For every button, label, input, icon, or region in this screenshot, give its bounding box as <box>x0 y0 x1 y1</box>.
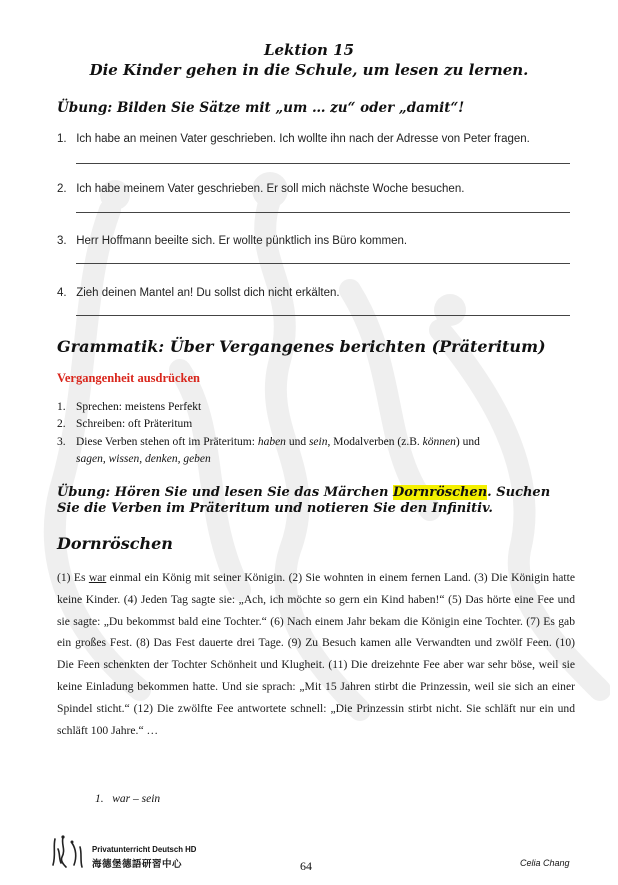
item-text: Sprechen: meistens Perfekt <box>76 401 202 413</box>
answer-line[interactable] <box>76 212 570 213</box>
grammar-list-item <box>57 434 567 451</box>
page-number: 64 <box>300 859 312 873</box>
instruction-text: . Suchen Sie die Verben im Präteritum und notieren Sie den Infinitiv. <box>57 485 551 516</box>
grammar-subtitle: Vergangenheit ausdrücken <box>57 371 200 385</box>
item-number: 1. <box>57 401 66 413</box>
item-number: 3. <box>57 235 67 247</box>
highlighted-title: Dornröschen <box>392 485 488 500</box>
exercise2-instruction <box>57 485 577 517</box>
verb-haben: haben <box>257 436 286 448</box>
answer-text: war – sein <box>112 793 161 805</box>
item-number: 1. <box>57 133 67 145</box>
lesson-title: Die Kinder gehen in die Schule, um lesen zu lernen. <box>89 61 529 79</box>
item-text: ) und <box>455 436 480 448</box>
answer-line[interactable] <box>76 315 570 316</box>
item-text: , Modalverben (z.B. <box>327 436 423 448</box>
grammar-list-item <box>57 416 192 433</box>
item-number: 2. <box>57 418 66 430</box>
exercise-item <box>57 235 407 247</box>
exercise-item <box>57 133 530 145</box>
item-text: Ich habe an meinen Vater geschrieben. Ich wollte ihn nach der Adresse von Peter fragen. <box>76 133 530 145</box>
story-text-part: einmal ein König mit seiner Königin. (2) Sie wohnten in einem fernen Land. (3) Die Königin hatte keine Kinder. (4) Jeden Tag sagte sie: „Ach, ich möchte so gern ein Kind haben!“ (5) Das hörte eine Fee und sie sagte: „Du bekommst bald eine Tochter.“ (6) Nach einem Jahr bekam die Königin eine Tochter. (7) Es gab ein großes Fest. (8) Das Fest dauerte drei Tage. (9) Zu Besuch kamen alle Verwandten und zwölf Feen. (10) Die Feen schenkten der Tochter Schönheit und Klugheit. (11) Die dreizehnte Fee aber war sehr böse, weil sie keine Einladung bekommen hatte. Und sie sprach: „Mit 15 Jahren stirbt die Prinzessin, weil sie sich an einer Spindel sticht.“ (12) Die zwölfte Fee antwortete schnell: „Die Prinzessin stirbt nicht. Sie schläft nur ein und schläft 100 Jahre.“ … <box>57 571 575 737</box>
answer-item <box>95 793 160 805</box>
item-text: Schreiben: oft Präteritum <box>76 418 193 430</box>
item-text: Diese Verben stehen oft im Präteritum: <box>76 436 258 448</box>
item-text: Ich habe meinem Vater geschrieben. Er soll mich nächste Woche besuchen. <box>76 183 465 195</box>
lesson-number: Lektion 15 <box>263 41 355 59</box>
item-text: und <box>285 436 309 448</box>
underlined-verb: war <box>88 571 107 584</box>
item-text: Herr Hoffmann beeilte sich. Er wollte pünktlich ins Büro kommen. <box>76 235 408 247</box>
exercise-item <box>57 183 464 195</box>
exercise-item <box>57 287 340 299</box>
school-name: Privatunterricht Deutsch HD <box>92 845 197 854</box>
item-number: 4. <box>57 287 67 299</box>
item-number: 3. <box>57 436 66 448</box>
story-text-part: (1) Es <box>57 571 89 584</box>
grammar-list-item <box>57 399 201 416</box>
grammar-list-continuation: sagen, wissen, denken, geben <box>76 453 211 465</box>
school-name-chinese: 海德堡德語研習中心 <box>92 859 183 870</box>
story-title: Dornröschen <box>57 534 173 553</box>
answer-line[interactable] <box>76 163 570 164</box>
answer-number: 1. <box>95 793 104 805</box>
answer-line[interactable] <box>76 263 570 264</box>
grammar-title: Grammatik: Über Vergangenes berichten (Präteritum) <box>57 337 546 356</box>
verb-koennen: können <box>422 436 456 448</box>
story-text <box>57 567 575 741</box>
school-logo-icon <box>50 835 84 869</box>
verb-sein: sein <box>308 436 328 448</box>
item-number: 2. <box>57 183 67 195</box>
instruction-text: Übung: Hören Sie und lesen Sie das Märchen <box>57 485 393 500</box>
exercise1-title: Übung: Bilden Sie Sätze mit „um … zu“ oder „damit“! <box>57 100 465 116</box>
item-text: Zieh deinen Mantel an! Du sollst dich nicht erkälten. <box>76 287 340 299</box>
author-name: Celia Chang <box>520 858 570 868</box>
